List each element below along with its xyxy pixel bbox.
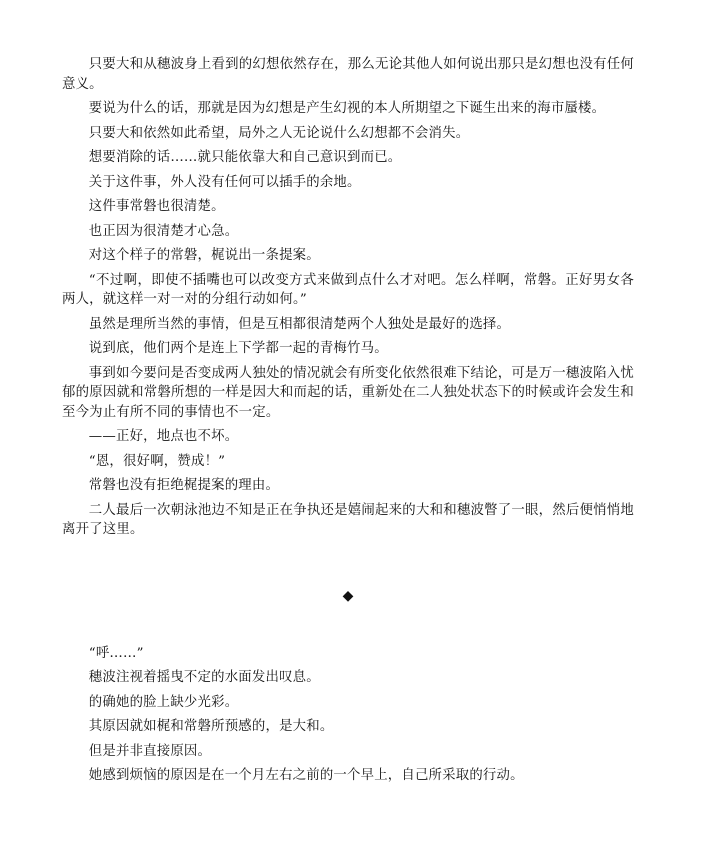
paragraph: “恩，很好啊，赞成！”	[88, 453, 226, 469]
paragraph: 对这个样子的常磐，梶说出一条提案。	[88, 248, 320, 263]
paragraph: 事到如今要问是否变成两人独处的情况就会有所变化依然很难下结论，可是万一穗波陷入忧郁的原因就和常磐所想的一样是因大和而起的话，重新处在二人独处状态下的时候或许会发生和至今为止有所不同的事情也不一定。	[62, 365, 634, 420]
paragraph: 虽然是理所当然的事情，但是互相都很清楚两个人独处是最好的选择。	[88, 316, 511, 332]
paragraph: 二人最后一次朝泳池边不知是正在争执还是嬉闹起来的大和和穗波瞥了一眼，然后便悄悄地离开了这里。	[62, 502, 634, 537]
paragraph: 只要大和依然如此希望，局外之人无论说什么幻想都不会消失。	[88, 125, 470, 141]
paragraph: 只要大和从穗波身上看到的幻想依然存在，那么无论其他人如何说出那只是幻想也没有任何意义。	[62, 57, 634, 92]
paragraph: “不过啊，即使不插嘴也可以改变方式来做到点什么才对吧。怎么样啊，常磐。正好男女各两人，就这样一对一对的分组行动如何。”	[62, 272, 634, 307]
paragraph: 关于这件事，外人没有任何可以插手的余地。	[88, 174, 361, 190]
paragraph: 她感到烦恼的原因是在一个月左右之前的一个早上，自己所采取的行动。	[88, 768, 524, 783]
section-separator-diamond-icon: ◆	[342, 587, 354, 604]
paragraph: 但是并非直接原因。	[88, 743, 212, 759]
paragraph: 想要消除的话……就只能依靠大和自己意识到而已。	[88, 150, 402, 165]
paragraph: 这件事常磐也很清楚。	[88, 199, 225, 214]
text-section-1	[62, 55, 634, 540]
paragraph: 也正因为很清楚才心急。	[88, 223, 239, 239]
text-page	[62, 55, 634, 791]
paragraph: ——正好，地点也不坏。	[88, 429, 239, 444]
paragraph: 穗波注视着摇曳不定的水面发出叹息。	[88, 670, 320, 685]
paragraph: 要说为什么的话，那就是因为幻想是产生幻视的本人所期望之下诞生出来的海市蜃楼。	[88, 101, 606, 116]
text-section-2	[62, 644, 634, 786]
paragraph: 常磐也没有拒绝梶提案的理由。	[88, 478, 280, 493]
paragraph: “呼……”	[88, 645, 144, 661]
paragraph: 说到底，他们两个是连上下学都一起的青梅竹马。	[88, 341, 388, 356]
paragraph: 其原因就如梶和常磐所预感的，是大和。	[88, 719, 334, 734]
paragraph: 的确她的脸上缺少光彩。	[88, 694, 239, 710]
